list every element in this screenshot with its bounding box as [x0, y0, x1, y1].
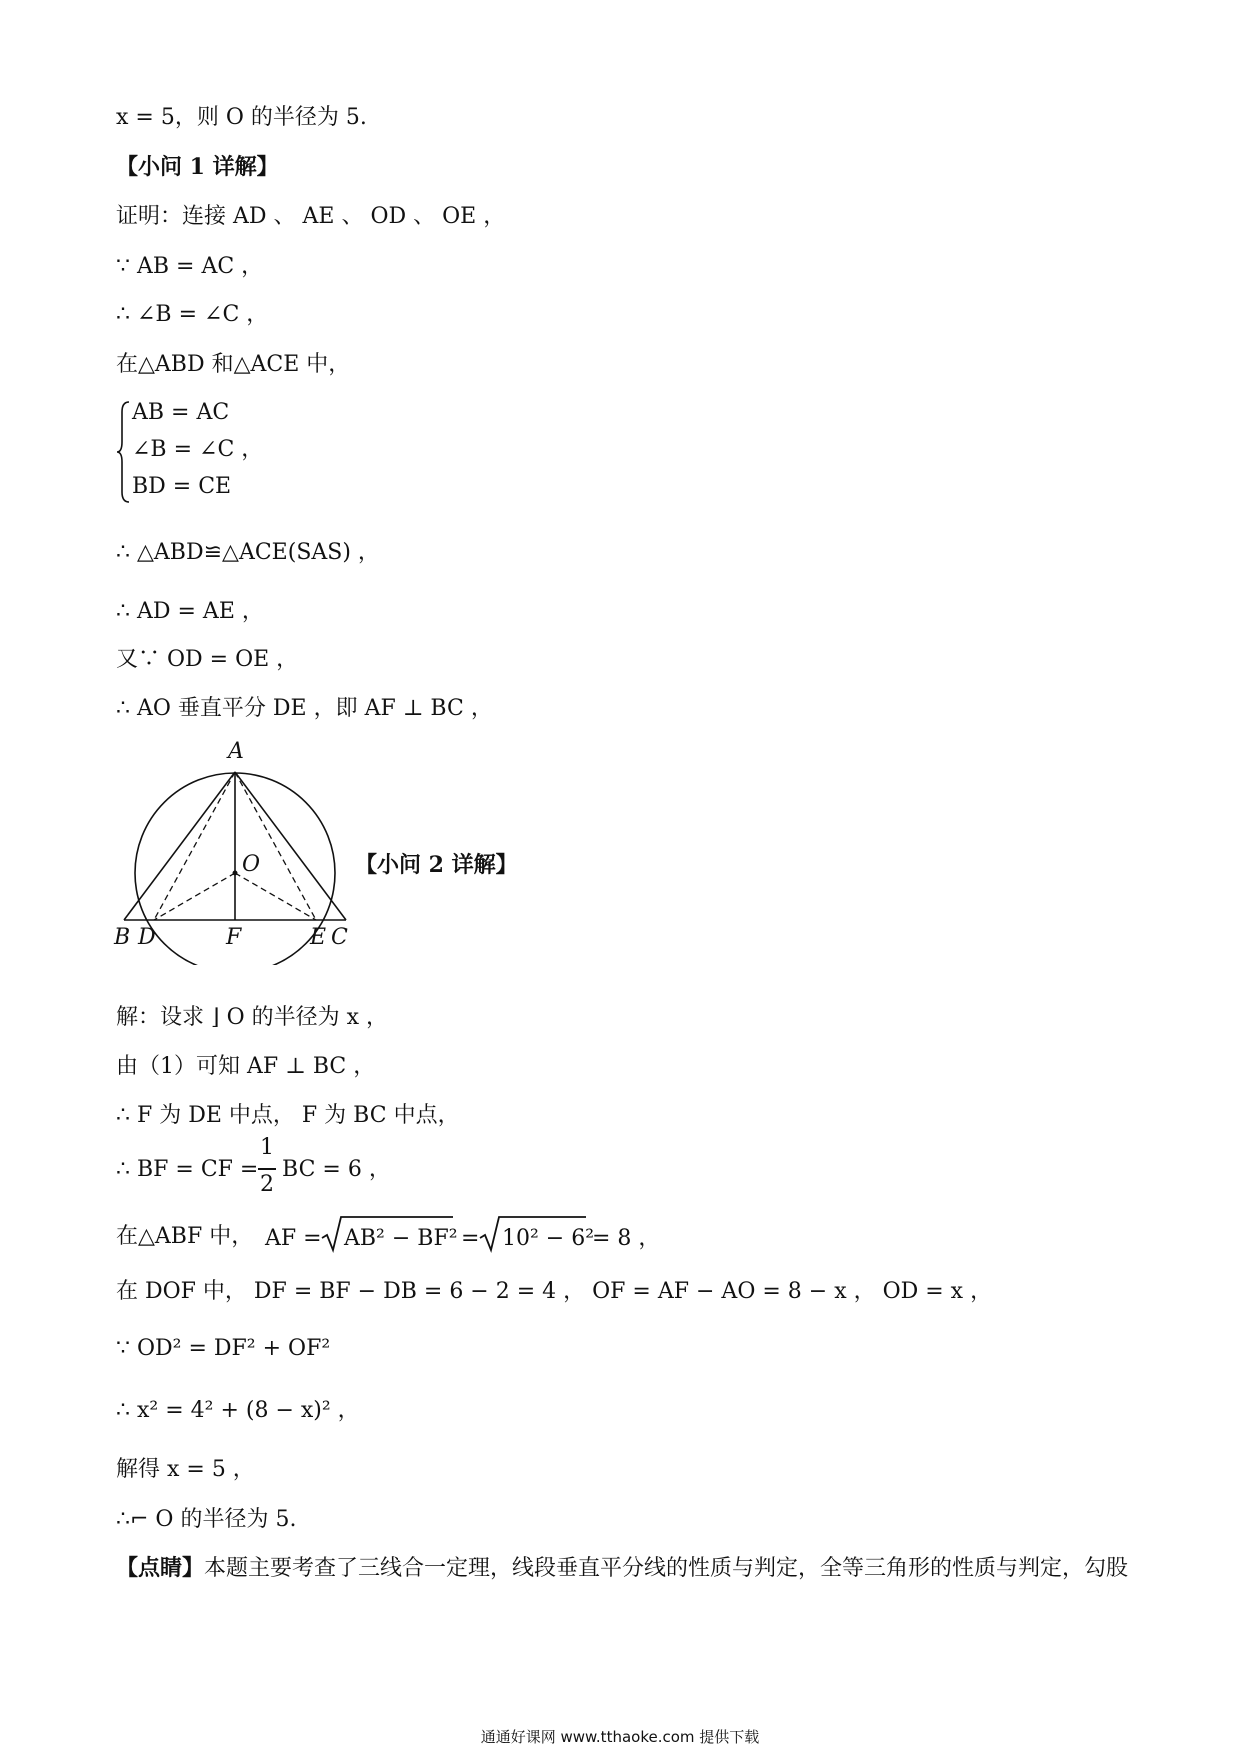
- text-line-comment: [116, 1553, 1128, 1584]
- text-line-od-eq-oe: 又∵ OD = OE ，: [116, 647, 299, 672]
- fraction-numerator: 1: [260, 1135, 274, 1160]
- text-line-midpoints: ∴ F 为 DE 中点， F 为 BC 中点，: [116, 1103, 460, 1128]
- label-o: O: [242, 852, 261, 877]
- label-c: C: [331, 925, 348, 950]
- geometry-figure: [106, 739, 366, 965]
- comment-label: 【点睛】: [116, 1555, 205, 1581]
- text-line-ad-eq-ae: ∴ AD = AE ，: [116, 599, 264, 624]
- text-line-bf-prefix: ∴ BF = CF =: [116, 1157, 259, 1182]
- text-sqrt-arg-2: 10² − 6²: [502, 1226, 595, 1251]
- segment-ad: [154, 772, 235, 920]
- text-line-proof-start: 证明：连接 AD 、 AE 、 OD 、 OE ，: [116, 204, 506, 229]
- segment-ab: [124, 772, 235, 920]
- text-line-triangles: 在△ABD 和△ACE 中，: [116, 352, 351, 377]
- footer-watermark: 通通好课网 www.tthaoke.com 提供下载: [480, 1728, 760, 1746]
- text-line-set-radius: 解：设求 ⌋ O 的半径为 x ，: [116, 1005, 388, 1030]
- point-o: [233, 871, 238, 876]
- segment-ac: [235, 772, 346, 920]
- text-line-angle-eq: ∴ ∠B = ∠C ，: [116, 302, 269, 327]
- fraction-denominator: 2: [260, 1172, 274, 1197]
- label-a: A: [228, 739, 244, 764]
- text-sqrt-arg-1: AB² − BF²: [344, 1226, 458, 1251]
- text-line-equation: ∴ x² = 4² + (8 − x)² ，: [116, 1398, 360, 1423]
- brace-line-2: ∠B = ∠C ，: [132, 437, 264, 462]
- comment-text: 本题主要考查了三线合一定理，线段垂直平分线的性质与判定，全等三角形的性质与判定，勾股: [204, 1556, 1129, 1581]
- text-line-congruent: ∴ △ABD≌△ACE(SAS) ，: [116, 540, 380, 565]
- text-line-bf-suffix: BC = 6 ，: [282, 1157, 391, 1182]
- label-f: F: [226, 925, 242, 950]
- label-d: D: [138, 925, 156, 950]
- fraction-bar: [258, 1168, 276, 1170]
- brace-system: [116, 398, 376, 506]
- text-line-ab-eq-ac: ∵ AB = AC ，: [116, 254, 264, 279]
- label-b: B: [114, 925, 131, 950]
- text-line-abf-prefix: 在△ABF 中，: [116, 1224, 254, 1249]
- left-brace-icon: [116, 398, 132, 506]
- text-line-perpendicular: ∴ AO 垂直平分 DE ，即 AF ⊥ BC ，: [116, 696, 493, 721]
- text-line-from-part1: 由（1）可知 AF ⊥ BC ，: [116, 1054, 376, 1079]
- text-line-radius-final: ∴⌐ O 的半径为 5.: [116, 1507, 297, 1532]
- text-line-solution: 解得 x = 5 ，: [116, 1457, 255, 1482]
- text-af-result: = 8 ，: [592, 1226, 661, 1251]
- text-line-dof: 在 DOF 中， DF = BF − DB = 6 − 2 = 4 ， OF = AF − AO = 8 − x ， OD = x ，: [116, 1279, 993, 1304]
- brace-line-3: BD = CE: [132, 474, 232, 499]
- label-e: E: [310, 925, 327, 950]
- text-af-eq: AF =: [265, 1226, 322, 1251]
- brace-line-1: AB = AC: [132, 400, 230, 425]
- text-eq-2: =: [461, 1226, 480, 1251]
- section-heading-part2: 【小问 2 详解】: [355, 852, 518, 878]
- segment-ae: [235, 772, 316, 920]
- section-heading-part1: 【小问 1 详解】: [116, 154, 279, 180]
- text-line-radius-result-top: x = 5，则 O 的半径为 5.: [116, 105, 367, 130]
- text-line-pythagoras: ∵ OD² = DF² + OF²: [116, 1336, 331, 1361]
